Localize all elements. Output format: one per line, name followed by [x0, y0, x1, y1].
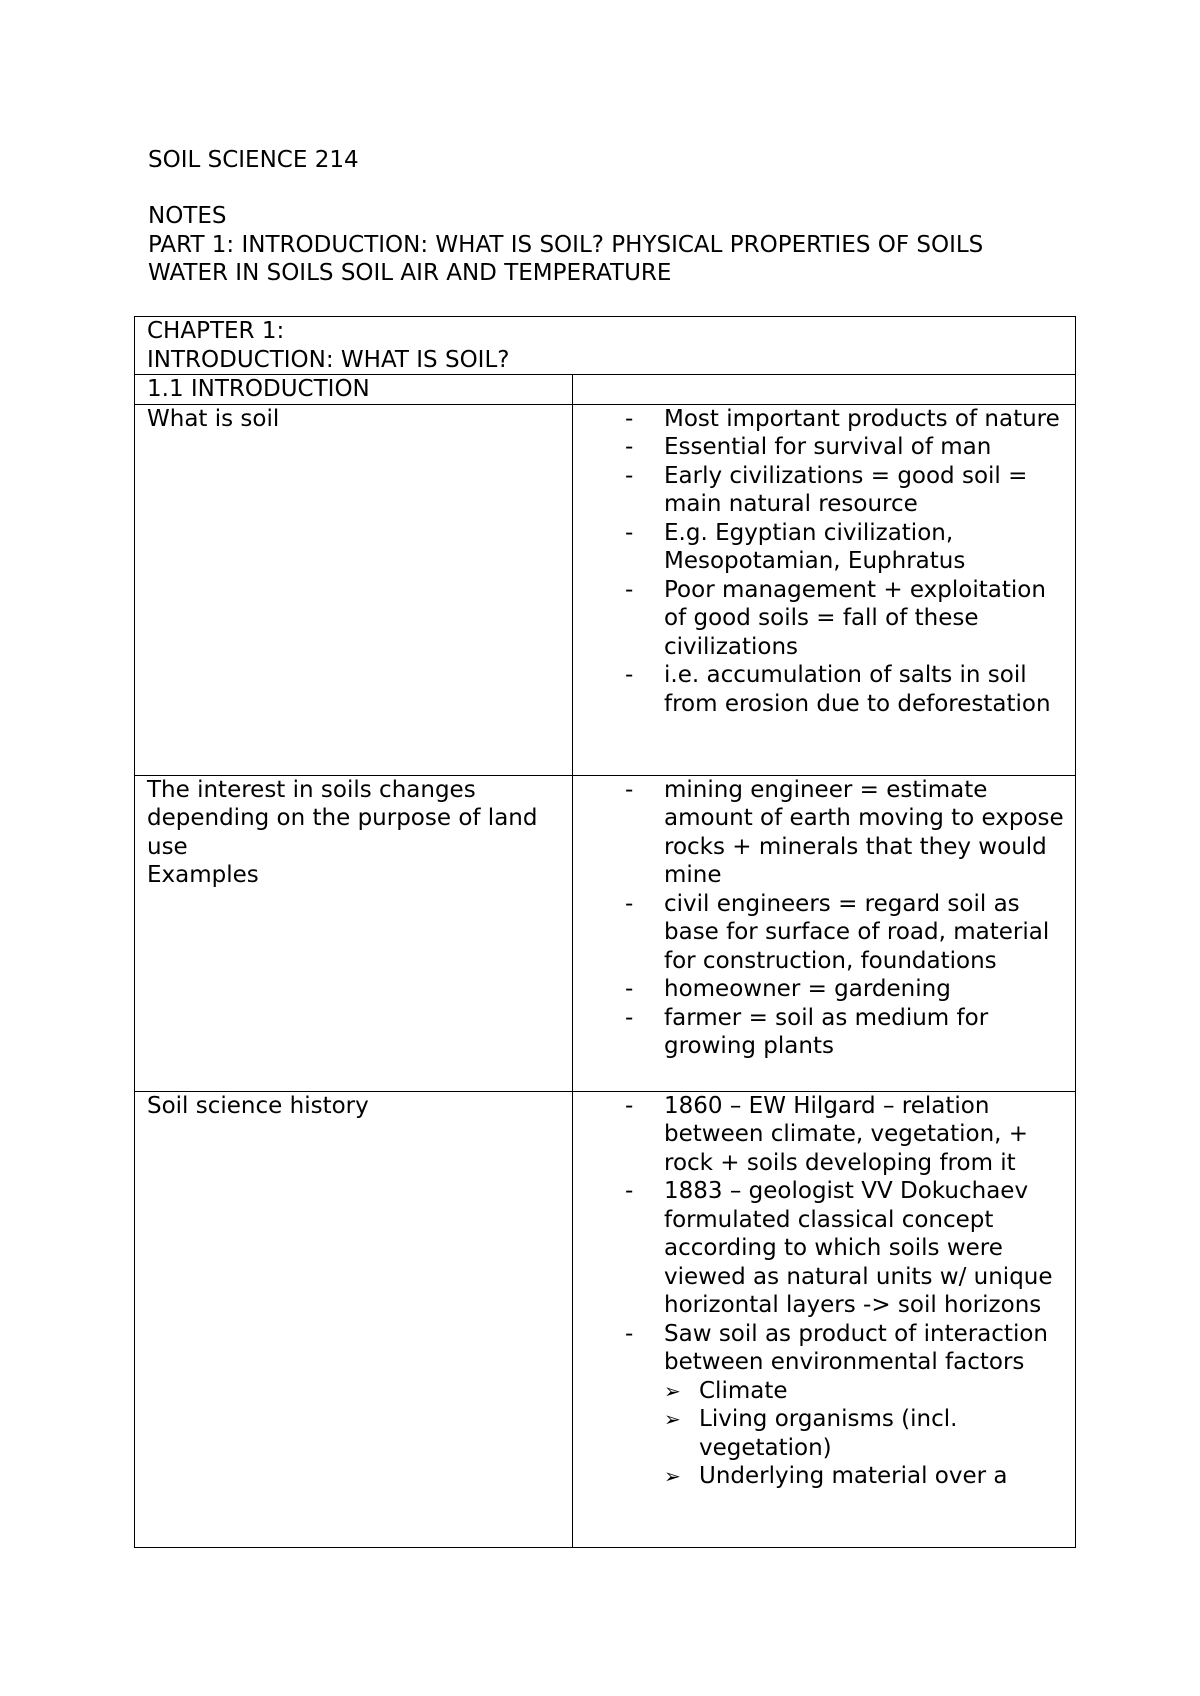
dash-bullet-icon: - — [625, 462, 634, 489]
arrow-bullet-icon: ➢ — [664, 1407, 681, 1431]
dash-bullet-icon: - — [625, 890, 634, 917]
part-title-line-2: WATER IN SOILS SOIL AIR AND TEMPERATURE — [148, 260, 672, 286]
topic-text: Examples — [147, 862, 259, 888]
bullet-list — [585, 776, 1065, 1061]
notes-label: NOTES — [148, 203, 227, 229]
chapter-title: INTRODUCTION: WHAT IS SOIL? — [147, 346, 510, 373]
list-item-text: Saw soil as product of interaction between environmental factors — [664, 1320, 1048, 1375]
section-title: 1.1 INTRODUCTION — [147, 376, 370, 402]
topic-text: Soil science history — [147, 1092, 369, 1119]
sub-list-item — [664, 1462, 1065, 1491]
list-item — [625, 975, 1065, 1004]
list-item — [625, 1177, 1065, 1320]
list-item-text: 1860 – EW Hilgard – relation between climate, vegetation, + rock + soils developing from it — [664, 1092, 1029, 1176]
dash-bullet-icon: - — [625, 976, 634, 1002]
table-row — [135, 1091, 1076, 1547]
bullet-list — [585, 1092, 1065, 1491]
dash-bullet-icon: - — [625, 1004, 634, 1031]
chapter-number: CHAPTER 1: — [147, 318, 285, 344]
sub-list-item — [664, 1377, 1065, 1406]
list-item — [625, 405, 1065, 434]
arrow-bullet-icon: ➢ — [664, 1464, 681, 1488]
list-item — [625, 1320, 1065, 1491]
section-empty-cell — [573, 375, 1076, 405]
points-cell — [573, 404, 1076, 775]
list-item-text: civil engineers = regard soil as base for surface of road, material for construction, foundations — [664, 890, 1050, 974]
list-item-text: mining engineer = estimate amount of earth moving to expose rocks + minerals that they would mine — [664, 776, 1064, 888]
dash-bullet-icon: - — [625, 1092, 634, 1119]
list-item — [625, 519, 1065, 576]
dash-bullet-icon: - — [625, 662, 634, 688]
sub-list-item-text: Climate — [699, 1377, 788, 1404]
list-item-text: farmer = soil as medium for growing plants — [664, 1004, 989, 1059]
list-item-text: i.e. accumulation of salts in soil from erosion due to deforestation — [664, 662, 1051, 717]
list-item — [625, 433, 1065, 462]
list-item-text: Early civilizations = good soil = main natural resource — [664, 462, 1028, 517]
chapter-heading-cell — [135, 317, 1076, 375]
notes-heading — [148, 202, 1078, 288]
topic-cell — [135, 404, 573, 775]
document-title — [148, 146, 1078, 175]
sub-list-item-text: Underlying material over a — [699, 1463, 1008, 1489]
list-item — [625, 661, 1065, 718]
sub-list-item — [664, 1405, 1065, 1462]
dash-bullet-icon: - — [625, 519, 634, 546]
arrow-bullet-icon: ➢ — [664, 1378, 681, 1403]
topic-cell — [135, 1091, 573, 1547]
dash-bullet-icon: - — [625, 1178, 634, 1204]
points-cell — [573, 1091, 1076, 1547]
list-item — [625, 1004, 1065, 1061]
list-item — [625, 576, 1065, 662]
sub-bullet-list — [664, 1377, 1065, 1491]
list-item — [625, 1092, 1065, 1178]
part-title-line-1: PART 1: INTRODUCTION: WHAT IS SOIL? PHYSICAL PROPERTIES OF SOILS — [148, 231, 984, 258]
table-row — [135, 775, 1076, 1091]
dash-bullet-icon: - — [625, 434, 634, 460]
section-row — [135, 375, 1076, 405]
list-item-text: Most important products of nature — [664, 405, 1060, 432]
notes-table — [134, 316, 1076, 1548]
dash-bullet-icon: - — [625, 576, 634, 603]
chapter-row — [135, 317, 1076, 375]
list-item-text: Essential for survival of man — [664, 434, 992, 460]
sub-list-item-text: Living organisms (incl. vegetation) — [699, 1406, 958, 1461]
list-item-text: 1883 – geologist VV Dokuchaev formulated classical concept according to which soils were viewed as natural units w/ unique horizontal layers -> soil horizons — [664, 1178, 1053, 1318]
dash-bullet-icon: - — [625, 1320, 634, 1347]
table-row — [135, 404, 1076, 775]
dash-bullet-icon: - — [625, 776, 634, 803]
section-heading-cell — [135, 375, 573, 405]
topic-text: What is soil — [147, 405, 280, 432]
list-item — [625, 462, 1065, 519]
list-item-text: homeowner = gardening — [664, 976, 951, 1002]
list-item — [625, 776, 1065, 890]
topic-text: The interest in soils changes depending on the purpose of land use — [147, 776, 538, 860]
course-title: SOIL SCIENCE 214 — [148, 147, 359, 173]
points-cell — [573, 775, 1076, 1091]
list-item-text: E.g. Egyptian civilization, Mesopotamian, Euphratus — [664, 519, 966, 574]
list-item-text: Poor management + exploitation of good soils = fall of these civilizations — [664, 576, 1046, 660]
dash-bullet-icon: - — [625, 405, 634, 432]
list-item — [625, 890, 1065, 976]
topic-cell — [135, 775, 573, 1091]
bullet-list — [585, 405, 1065, 719]
